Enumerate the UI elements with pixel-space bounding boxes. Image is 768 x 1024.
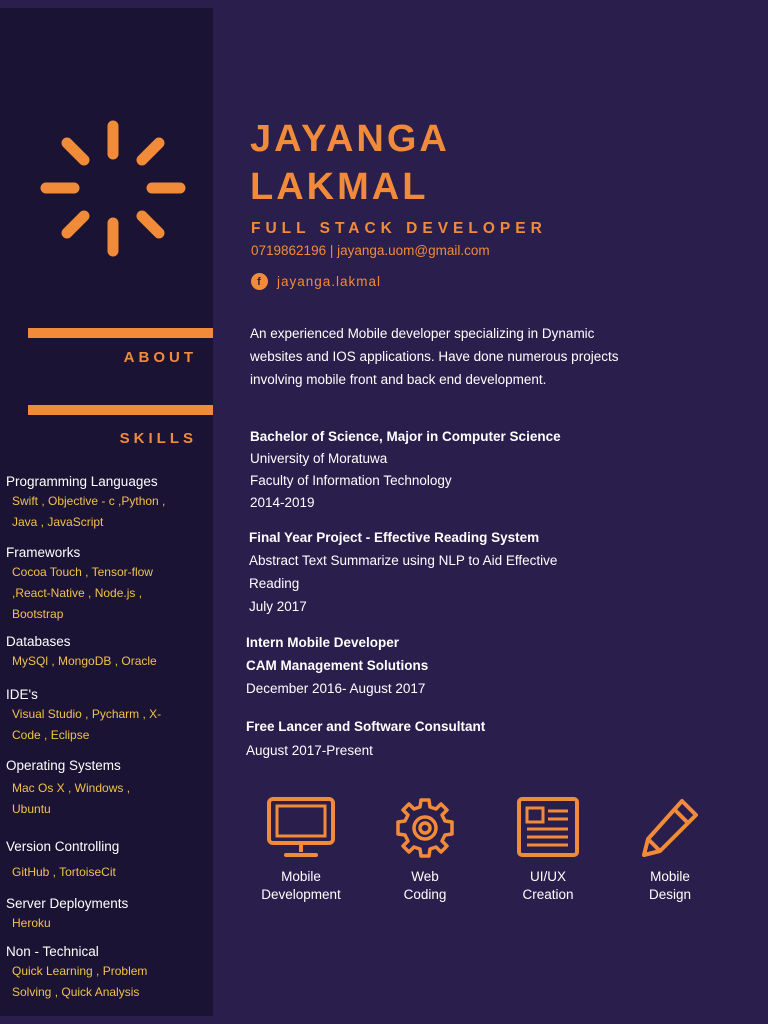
skill-item: Mac Os X , Windows , [12, 781, 131, 795]
skills-heading: SKILLS [119, 430, 197, 447]
gear-icon [393, 796, 457, 860]
education-entry [250, 426, 561, 514]
skill-items [6, 913, 206, 934]
skill-group-version-control [6, 838, 206, 883]
skill-items [6, 562, 206, 625]
document-icon [516, 796, 580, 860]
monitor-icon [266, 796, 336, 860]
skill-items [6, 778, 206, 820]
skill-item: Bootstrap [12, 607, 64, 621]
freelance-dates: August 2017-Present [246, 743, 373, 758]
skill-item: MySQl , MongoDB , Oracle [12, 654, 157, 668]
project-title: Final Year Project - Effective Reading System [249, 530, 540, 545]
about-text [250, 322, 700, 391]
skill-title: Server Deployments [6, 896, 129, 911]
service-label: Web [411, 869, 439, 884]
skill-title: Frameworks [6, 545, 81, 560]
about-line: involving mobile front and back end development. [250, 372, 547, 387]
service-ui-ux-creation [488, 796, 608, 904]
skill-title: Operating Systems [6, 758, 121, 773]
skill-group-programming [6, 473, 206, 533]
skill-title: Programming Languages [6, 474, 158, 489]
faculty: Faculty of Information Technology [250, 473, 452, 488]
skill-item: Quick Learning , Problem [12, 964, 148, 978]
job-title: FULL STACK DEVELOPER [251, 220, 547, 237]
skill-items [6, 491, 206, 533]
name-last: LAKMAL [250, 166, 429, 208]
skill-items [6, 704, 206, 746]
service-web-coding [365, 796, 485, 904]
service-mobile-design [610, 796, 730, 904]
skill-items [6, 651, 206, 672]
skill-item: GitHub , TortoiseCit [12, 865, 116, 879]
university: University of Moratuwa [250, 451, 388, 466]
service-label: Design [648, 887, 692, 902]
project-description: Reading [249, 576, 300, 591]
facebook-icon: f [251, 273, 268, 290]
contact-info[interactable]: 0719862196 | jayanga.uom@gmail.com [251, 243, 490, 258]
sidebar [0, 8, 213, 1016]
skill-group-ides [6, 686, 206, 746]
about-line: websites and IOS applications. Have done numerous projects [250, 349, 619, 364]
skill-group-databases [6, 633, 206, 672]
skill-group-frameworks [6, 544, 206, 625]
about-heading: ABOUT [123, 349, 197, 366]
service-label: Coding [403, 887, 447, 902]
facebook-link[interactable] [251, 273, 381, 290]
skills-divider [28, 405, 213, 415]
freelance-entry [246, 715, 485, 763]
skill-group-non-technical [6, 943, 206, 1003]
skill-title: IDE's [6, 687, 38, 702]
skill-item: Visual Studio , Pycharm , X- [12, 707, 162, 721]
skill-items [6, 961, 206, 1003]
about-line: An experienced Mobile developer specializing in Dynamic [250, 326, 595, 341]
intern-company: CAM Management Solutions [246, 658, 429, 673]
name-first: JAYANGA [250, 118, 450, 160]
skill-item: Ubuntu [12, 802, 51, 816]
project-date: July 2017 [249, 599, 307, 614]
intern-dates: December 2016- August 2017 [246, 681, 426, 696]
skill-group-operating-systems [6, 757, 206, 820]
skill-item: Cocoa Touch , Tensor-flow [12, 565, 153, 579]
freelance-title: Free Lancer and Software Consultant [246, 719, 486, 734]
intern-entry [246, 631, 428, 700]
skill-items [6, 862, 206, 883]
service-label: Development [261, 887, 341, 902]
service-label: Mobile [281, 869, 321, 884]
skill-item: Solving , Quick Analysis [12, 985, 140, 999]
pencil-icon [638, 796, 702, 860]
service-label: Creation [522, 887, 574, 902]
sunburst-logo-icon [38, 116, 188, 261]
about-divider [28, 328, 213, 338]
skill-item: Heroku [12, 916, 51, 930]
service-label: UI/UX [529, 869, 566, 884]
intern-title: Intern Mobile Developer [246, 635, 400, 650]
candidate-name [250, 115, 450, 211]
facebook-handle: jayanga.lakmal [277, 274, 382, 289]
skill-title: Version Controlling [6, 839, 120, 854]
project-entry [249, 526, 557, 618]
skill-item: Java , JavaScript [12, 515, 104, 529]
education-years: 2014-2019 [250, 495, 315, 510]
skill-title: Non - Technical [6, 944, 99, 959]
service-label: Mobile [650, 869, 690, 884]
degree-title: Bachelor of Science, Major in Computer Science [250, 429, 561, 444]
skill-title: Databases [6, 634, 71, 649]
project-description: Abstract Text Summarize using NLP to Aid Effective [249, 553, 558, 568]
skill-item: ,React-Native , Node.js , [12, 586, 143, 600]
skill-item: Code , Eclipse [12, 728, 90, 742]
skill-group-server-deployments [6, 895, 206, 934]
skill-item: Swift , Objective - c ,Python , [12, 494, 166, 508]
service-mobile-development [241, 796, 361, 904]
